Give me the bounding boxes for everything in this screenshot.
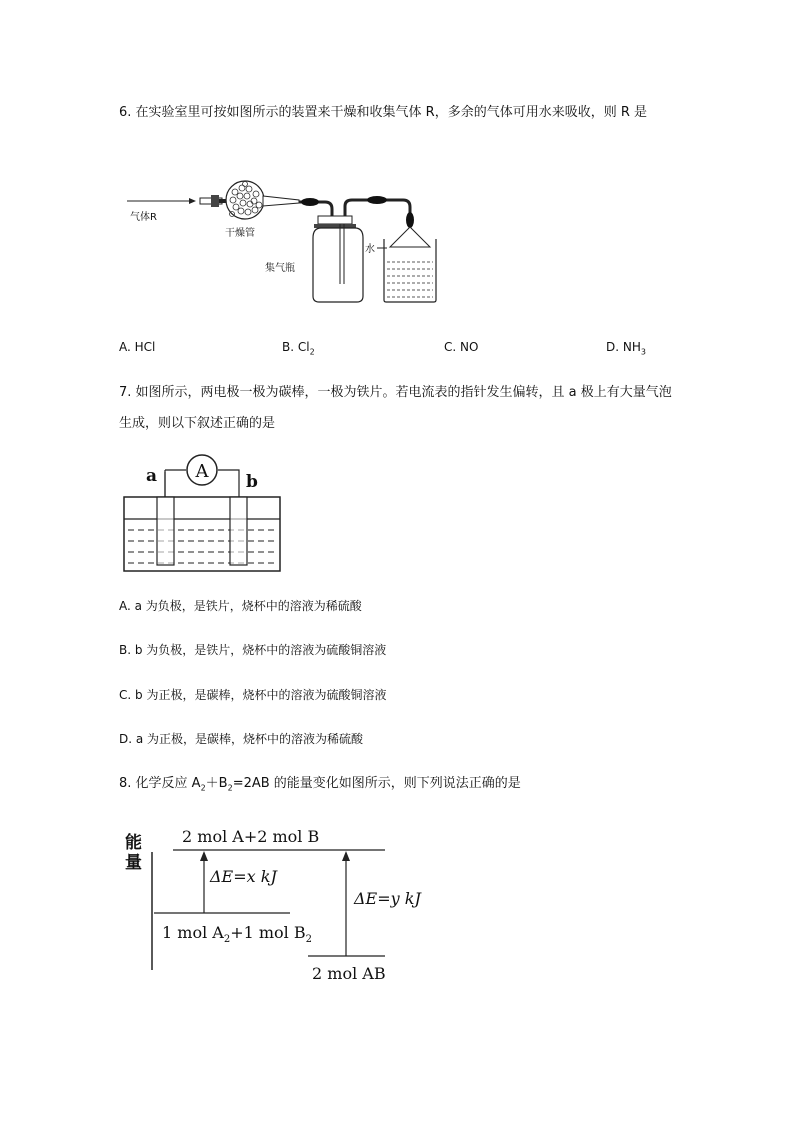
level-bottom-label: 2 mol AB [312, 964, 386, 983]
inlet-arrowhead [189, 198, 196, 204]
electrode-a-label: a [146, 466, 158, 486]
question-8-stem: 8. 化学反应 $A_2+B_2=2AB$ 的能量变化如图所示，则下列说法正确的是 [119, 776, 521, 793]
wire-right [218, 470, 239, 497]
question-6-text: 在实验室里可按如图所示的装置来干燥和收集气体 R，多余的气体可用水来吸收，则 R 是 [135, 105, 648, 120]
water-label: 水 [365, 244, 375, 255]
rubber-joint-2 [367, 196, 387, 204]
question-7-number: 7. [119, 385, 132, 400]
gas-r-label: 气体R [130, 212, 157, 223]
gas-drying-collecting-apparatus [125, 172, 455, 312]
bottle-stopper [318, 216, 352, 224]
level-top-label: 2 mol A+2 mol B [182, 827, 320, 846]
level-middle-label: 1 mol $A_2+1$ mol $B_2$ [162, 923, 313, 946]
question-6-stem [119, 97, 679, 128]
question-7-text: 如图所示，两电极一极为碳棒，一极为铁片。若电流表的指针发生偏转，且 a 极上有大量气泡生成，则以下叙述正确的是 [119, 385, 672, 431]
bottle-stopper-cap [314, 224, 356, 228]
beaker [124, 497, 280, 571]
arrow-y-head [342, 851, 350, 861]
q7-option-a[interactable]: A. a 为负极，是铁片，烧杯中的溶液为稀硫酸 [119, 599, 362, 613]
electrode-a [157, 497, 174, 565]
question-6-number: 6. [119, 105, 132, 120]
arrow-x-head [200, 851, 208, 861]
question-8-number: 8. [119, 776, 132, 791]
energy-level-diagram [118, 820, 438, 990]
delta-y-label: ΔE=y kJ [354, 889, 421, 908]
drying-tube-label: 干燥管 [225, 228, 255, 239]
drying-tube-outlet [263, 196, 299, 206]
question-7-stem [119, 377, 679, 439]
rubber-joint-3 [406, 212, 414, 228]
q6-option-d[interactable]: D. $NH_3$ [606, 340, 646, 357]
electrode-b [230, 497, 247, 565]
q7-option-c[interactable]: C. b 为正极，是碳棒，烧杯中的溶液为硫酸铜溶液 [119, 688, 387, 702]
q6-option-b[interactable]: B. $Cl_2$ [282, 340, 315, 357]
drying-tube-stopper [211, 195, 219, 207]
ammeter-label: A [195, 461, 209, 482]
collecting-bottle [313, 228, 363, 302]
electrode-b-label: b [246, 472, 258, 492]
rubber-joint-1 [301, 198, 319, 206]
collecting-bottle-label: 集气瓶 [265, 263, 295, 274]
water-level-lines [387, 262, 433, 297]
q6-option-c[interactable]: C. NO [444, 340, 479, 354]
inverted-funnel [390, 227, 430, 247]
q7-option-b[interactable]: B. b 为负极，是铁片，烧杯中的溶液为硫酸铜溶液 [119, 643, 387, 657]
energy-axis-label: 能量 [125, 833, 142, 873]
galvanic-cell-diagram [118, 450, 288, 578]
beaker [384, 239, 436, 302]
q6-option-a[interactable]: A. HCl [119, 340, 156, 354]
q7-option-d[interactable]: D. a 为正极，是碳棒，烧杯中的溶液为稀硫酸 [119, 732, 364, 746]
delta-x-label: ΔE=x kJ [210, 867, 277, 886]
